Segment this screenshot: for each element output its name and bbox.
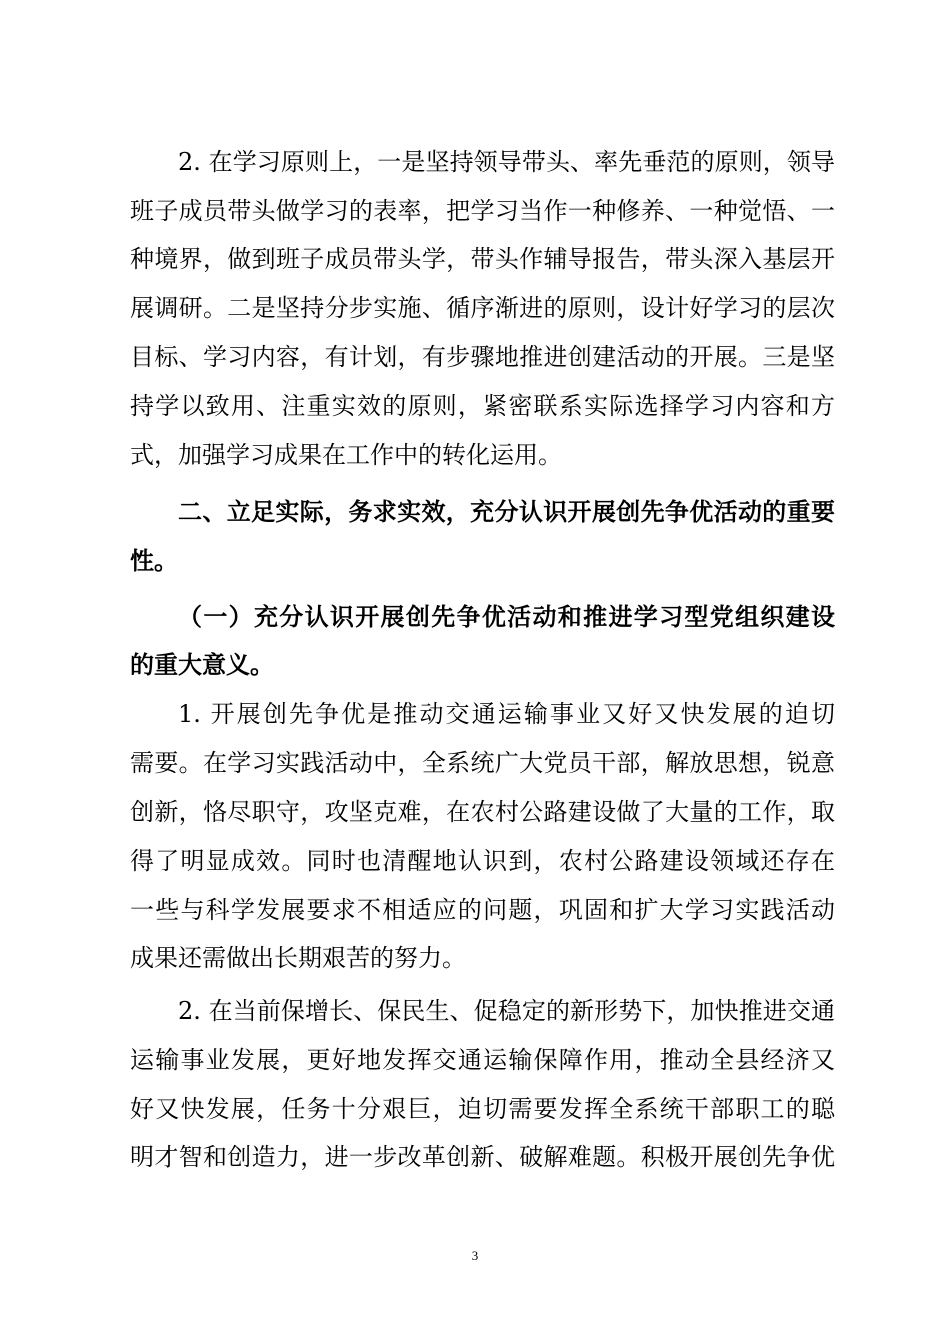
paragraph-2-line-6: 成果还需做出长期艰苦的努力。 bbox=[130, 944, 466, 972]
paragraph-1-line-1: 2. 在学习原则上，一是坚持领导带头、率先垂范的原则，领导 bbox=[178, 148, 835, 176]
paragraph-1-line-6: 持学以致用、注重实效的原则，紧密联系实际选择学习内容和方 bbox=[130, 392, 835, 420]
section-heading-line-2: 性。 bbox=[130, 546, 178, 575]
paragraph-2-line-5: 一些与科学发展要求不相适应的问题，巩固和扩大学习实践活动 bbox=[130, 896, 835, 924]
section-heading-line-1: 二、立足实际，务求实效，充分认识开展创先争优活动的重要 bbox=[178, 497, 835, 526]
subsection-heading-line-2: 的重大意义。 bbox=[130, 650, 274, 679]
paragraph-3-line-1: 2. 在当前保增长、保民生、促稳定的新形势下，加快推进交通 bbox=[178, 997, 835, 1025]
paragraph-2-line-4: 得了明显成效。同时也清醒地认识到，农村公路建设领域还存在 bbox=[130, 847, 835, 875]
paragraph-1-line-7: 式，加强学习成果在工作中的转化运用。 bbox=[130, 441, 562, 469]
paragraph-1-line-2: 班子成员带头做学习的表率，把学习当作一种修养、一种觉悟、一 bbox=[130, 197, 835, 225]
paragraph-2-line-3: 创新，恪尽职守，攻坚克难，在农村公路建设做了大量的工作，取 bbox=[130, 798, 835, 826]
page-number: 3 bbox=[471, 1248, 479, 1263]
paragraph-3-line-4: 明才智和创造力，进一步改革创新、破解难题。积极开展创先争优 bbox=[130, 1143, 835, 1171]
paragraph-1-line-3: 种境界，做到班子成员带头学，带头作辅导报告，带头深入基层开 bbox=[130, 245, 835, 273]
paragraph-2-line-1: 1. 开展创先争优是推动交通运输事业又好又快发展的迫切 bbox=[178, 700, 835, 728]
subsection-heading-line-1: （一）充分认识开展创先争优活动和推进学习型党组织建设 bbox=[178, 602, 835, 631]
paragraph-1-line-4: 展调研。二是坚持分步实施、循序渐进的原则，设计好学习的层次 bbox=[130, 294, 835, 322]
paragraph-2-line-2: 需要。在学习实践活动中，全系统广大党员干部，解放思想，锐意 bbox=[130, 749, 835, 777]
paragraph-3-line-2: 运输事业发展，更好地发挥交通运输保障作用，推动全县经济又 bbox=[130, 1046, 835, 1074]
paragraph-1-line-5: 目标、学习内容，有计划，有步骤地推进创建活动的开展。三是坚 bbox=[130, 343, 835, 371]
paragraph-3-line-3: 好又快发展，任务十分艰巨，迫切需要发挥全系统干部职工的聪 bbox=[130, 1095, 835, 1123]
